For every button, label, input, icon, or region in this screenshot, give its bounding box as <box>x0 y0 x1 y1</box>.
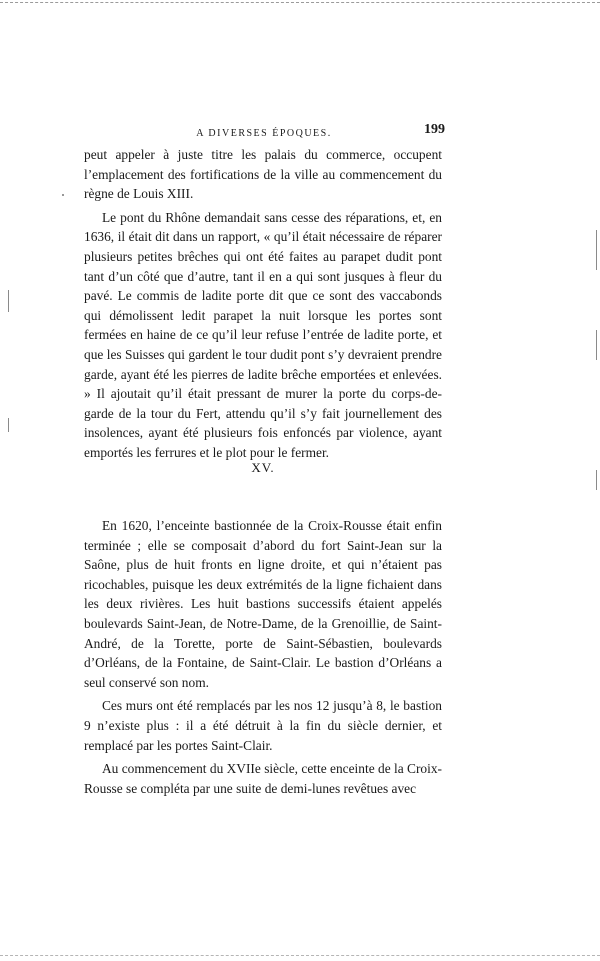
top-scan-rule <box>0 2 600 3</box>
section-heading: XV. <box>251 460 275 475</box>
running-title: A DIVERSES ÉPOQUES. <box>196 128 332 139</box>
paragraph-continuation: peut appeler à juste titre les palais du commerce, occupent l’emplacement des fortifications de la ville au commencement du règne de Louis XIII. <box>84 147 442 202</box>
paragraph-enceinte-1620: En 1620, l’enceinte bastionnée de la Croix-Rousse était enfin terminée ; elle se composait d’abord du fort Saint-Jean sur la Saône, plus de huit fronts en ligne droite, et qui n’étaient pas ricochables, puisque les deux extrémités de la ligne fichaient dans les deux rivières. Les huit bastions successifs étaient appelés boulevards Saint-Jean, de Notre-Dame, de la Grenoillie, de Saint-André, de la Torette, porte de Saint-Sébastien, boulevards d’Orléans, de la Fontaine, de Saint-Clair. Le bastion d’Orléans a seul conservé son nom. <box>84 518 442 690</box>
body-text-section-2 <box>84 516 442 798</box>
paragraph-xviie-siecle: Au commencement du XVIIe siècle, cette enceinte de la Croix-Rousse se compléta par une suite de demi-lunes revêtues avec <box>84 761 442 796</box>
margin-scan-mark <box>596 330 597 360</box>
margin-scan-mark <box>596 470 597 490</box>
margin-scan-mark <box>8 290 9 312</box>
margin-scan-dot <box>62 194 64 196</box>
page-number: 199 <box>424 122 445 137</box>
paragraph-pont-du-rhone: Le pont du Rhône demandait sans cesse des réparations, et, en 1636, il était dit dans un rapport, « qu’il était nécessaire de réparer plusieurs petites brêches qui ont été faites au parapet dudit pont tant d’un côté que d’autre, tant il en a qui sont jusques à fleur du pavé. Le commis de ladite porte dit que ce sont des vaccabonds qui démolissent ledit parapet la nuit lorsque les portes sont fermées en haine de ce qu’il leur refuse l’entrée de ladite porte, et que les Suisses qui gardent le tour dudit pont s’y devraient prendre garde, ayant été les pierres de ladite brêche emportées et enlevées. » Il ajoutait qu’il était pressant de murer la porte du corps-de-garde de la tour du Fert, attendu qu’il s’y fait journellement des insolences, ayant été plusieurs fois enfoncés par violence, ayant emportés les ferrures et le plot pour le fermer. <box>84 209 442 460</box>
paragraph-murs-remplaces: Ces murs ont été remplacés par les nos 12 jusqu’à 8, le bastion 9 n’existe plus : il a été détruit à la fin du siècle dernier, et remplacé par les portes Saint-Clair. <box>84 698 442 753</box>
page-header <box>84 122 444 142</box>
body-text-section-1 <box>84 145 442 463</box>
margin-scan-mark <box>8 418 9 432</box>
margin-scan-mark <box>596 230 597 270</box>
bottom-scan-rule <box>0 955 600 956</box>
